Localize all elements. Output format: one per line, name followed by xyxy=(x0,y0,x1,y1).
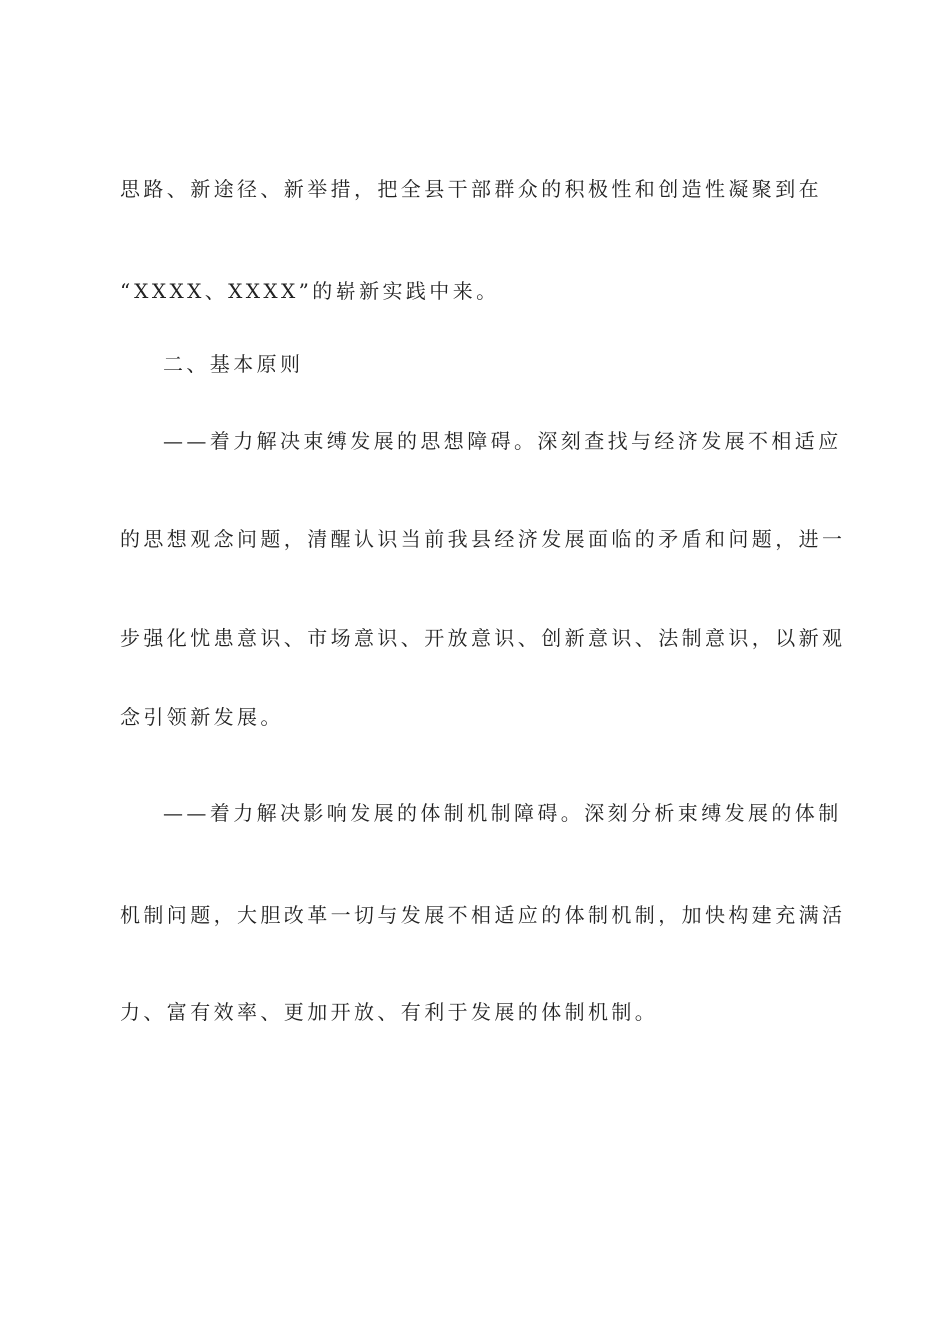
paragraph-line: 思路、新途径、新举措，把全县干部群众的积极性和创造性凝聚到在 xyxy=(120,177,822,201)
paragraph-line: 机制问题，大胆改革一切与发展不相适应的体制机制，加快构建充满活 xyxy=(120,903,846,927)
paragraph-line: “XXXX、XXXX”的崭新实践中来。 xyxy=(120,279,500,303)
paragraph-line: 力、富有效率、更加开放、有利于发展的体制机制。 xyxy=(120,1000,659,1024)
paragraph-line: 的思想观念问题，清醒认识当前我县经济发展面临的矛盾和问题，进一 xyxy=(120,527,846,551)
section-heading: 二、基本原则 xyxy=(163,352,304,376)
paragraph-line: 步强化忧患意识、市场意识、开放意识、创新意识、法制意识，以新观 xyxy=(120,626,846,650)
paragraph-line: ——着力解决束缚发展的思想障碍。深刻查找与经济发展不相适应 xyxy=(163,429,842,453)
paragraph-line: 念引领新发展。 xyxy=(120,705,284,729)
paragraph-line: ——着力解决影响发展的体制机制障碍。深刻分析束缚发展的体制 xyxy=(163,801,842,825)
